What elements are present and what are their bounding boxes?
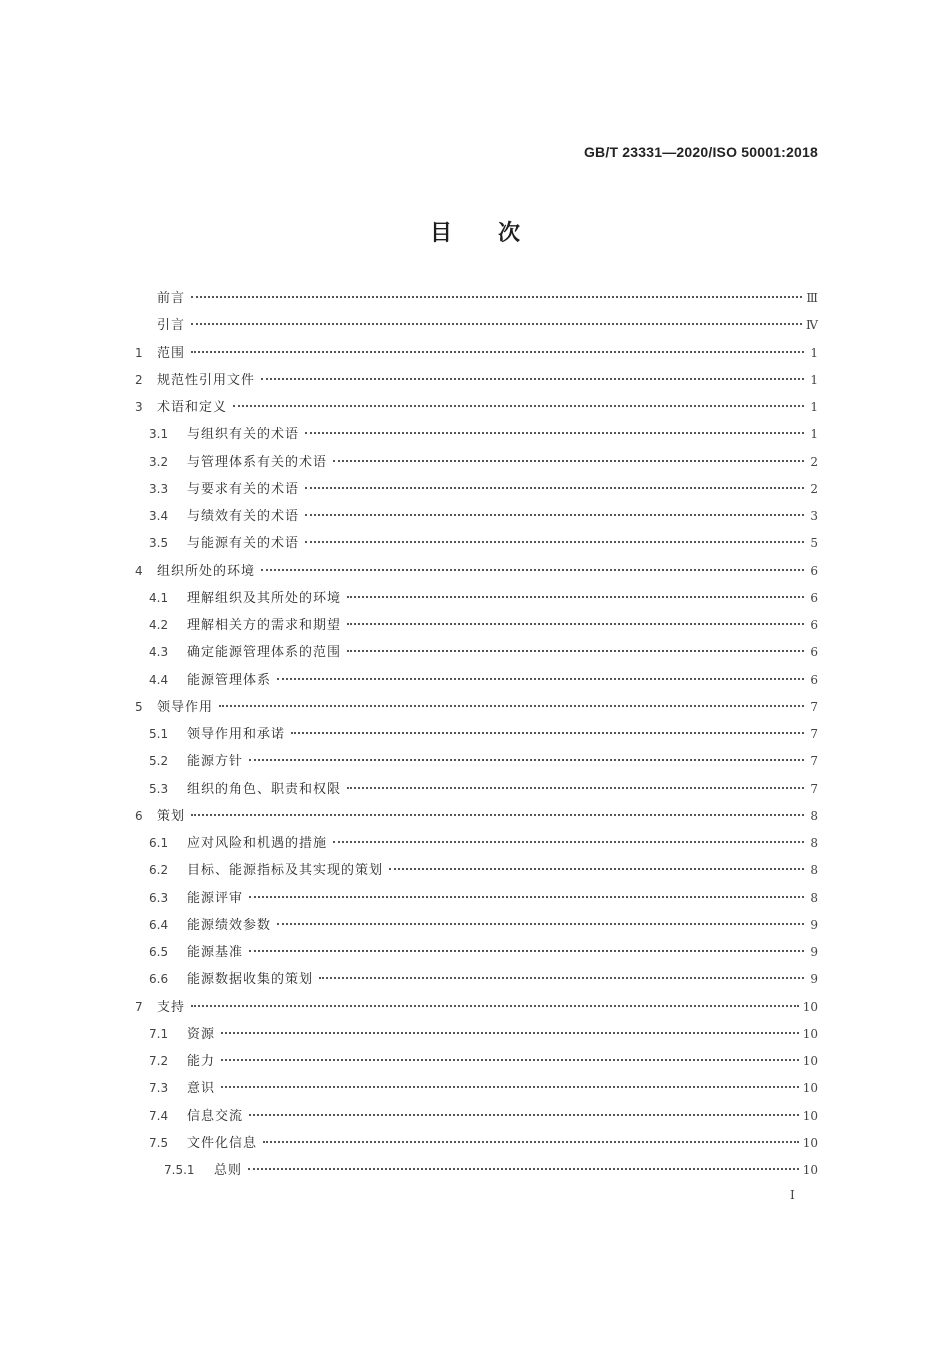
toc-dot-leader bbox=[347, 650, 804, 652]
standard-code: GB/T 23331—2020/ISO 50001:2018 bbox=[583, 144, 818, 160]
toc-entry[interactable] bbox=[135, 859, 818, 886]
toc-entry-label: 领导作用和承诺 bbox=[187, 727, 286, 742]
toc-entry-page: 6 bbox=[810, 672, 818, 687]
toc-entry[interactable] bbox=[135, 914, 818, 941]
toc-entry-page: 1 bbox=[810, 400, 818, 414]
toc-entry[interactable] bbox=[135, 560, 818, 587]
toc-dot-leader bbox=[249, 950, 804, 952]
toc-entry-number: 6.2 bbox=[149, 863, 169, 878]
toc-entry-label: 术语和定义 bbox=[157, 400, 228, 415]
toc-entry[interactable] bbox=[135, 832, 818, 859]
toc-entry[interactable] bbox=[135, 1077, 818, 1104]
toc-entry-number: 7.3 bbox=[149, 1081, 169, 1096]
toc-entry-label: 组织所处的环境 bbox=[157, 563, 256, 579]
toc-entry-page: 9 bbox=[810, 917, 818, 932]
toc-entry-number: 5 bbox=[135, 699, 143, 714]
table-of-contents bbox=[135, 287, 818, 1186]
toc-entry[interactable] bbox=[135, 505, 818, 532]
toc-entry-label: 领导作用 bbox=[157, 699, 214, 715]
toc-entry-page: 6 bbox=[810, 590, 818, 605]
toc-entry-page: 8 bbox=[810, 836, 818, 850]
toc-entry-page: 7 bbox=[810, 727, 818, 741]
toc-entry-label: 能源数据收集的策划 bbox=[187, 972, 314, 988]
toc-entry-page: 1 bbox=[810, 345, 818, 360]
toc-entry-number: 4.4 bbox=[149, 672, 169, 687]
toc-entry-number: 6.6 bbox=[149, 972, 169, 987]
toc-dot-leader bbox=[277, 678, 804, 680]
toc-entry-label: 资源 bbox=[187, 1026, 216, 1042]
toc-entry-page: 1 bbox=[810, 427, 818, 442]
toc-entry[interactable] bbox=[135, 778, 818, 805]
toc-entry-number: 5.2 bbox=[149, 754, 169, 769]
toc-entry-label: 与能源有关的术语 bbox=[187, 536, 300, 552]
toc-entry-number: 6 bbox=[135, 808, 143, 823]
toc-entry[interactable] bbox=[135, 1159, 818, 1186]
toc-entry[interactable] bbox=[135, 478, 818, 505]
toc-entry-label: 应对风险和机遇的措施 bbox=[187, 836, 328, 851]
toc-entry-number: 1 bbox=[135, 345, 143, 360]
toc-entry-number: 4.2 bbox=[149, 618, 169, 632]
toc-entry[interactable] bbox=[135, 1023, 818, 1050]
toc-entry-label: 理解相关方的需求和期望 bbox=[187, 618, 342, 633]
toc-dot-leader bbox=[219, 705, 804, 707]
toc-entry-page: 10 bbox=[802, 1163, 818, 1177]
toc-entry-page: 6 bbox=[810, 563, 818, 578]
toc-entry[interactable] bbox=[135, 669, 818, 696]
toc-entry[interactable] bbox=[135, 314, 818, 341]
toc-dot-leader bbox=[333, 460, 804, 462]
toc-entry-label: 与组织有关的术语 bbox=[187, 427, 300, 443]
toc-dot-leader bbox=[248, 1168, 799, 1170]
toc-entry-page: 10 bbox=[802, 1026, 818, 1041]
toc-entry-number: 3 bbox=[135, 400, 143, 414]
toc-entry-page: 10 bbox=[802, 999, 818, 1014]
page-title: 目次 bbox=[429, 221, 566, 246]
toc-entry[interactable] bbox=[135, 941, 818, 968]
toc-entry[interactable] bbox=[135, 342, 818, 369]
toc-entry[interactable] bbox=[135, 696, 818, 723]
toc-entry-number: 4 bbox=[135, 563, 143, 578]
toc-entry-label: 文件化信息 bbox=[187, 1135, 258, 1151]
toc-dot-leader bbox=[191, 814, 804, 816]
toc-dot-leader bbox=[221, 1032, 799, 1034]
toc-entry-page: 10 bbox=[802, 1108, 818, 1123]
toc-entry-page: 7 bbox=[810, 754, 818, 769]
toc-dot-leader bbox=[233, 405, 804, 407]
toc-entry-label: 能源绩效参数 bbox=[187, 917, 272, 933]
toc-entry-page: 10 bbox=[802, 1054, 818, 1068]
toc-entry-page: 10 bbox=[802, 1081, 818, 1096]
toc-entry-label: 与要求有关的术语 bbox=[187, 481, 300, 497]
toc-entry[interactable] bbox=[135, 641, 818, 668]
toc-dot-leader bbox=[347, 623, 804, 625]
toc-entry-label: 能源管理体系 bbox=[187, 672, 272, 688]
toc-entry-number: 3.3 bbox=[149, 481, 169, 496]
toc-entry-number: 7.5.1 bbox=[164, 1163, 195, 1177]
toc-dot-leader bbox=[261, 569, 804, 571]
toc-entry-page: 5 bbox=[810, 536, 818, 551]
toc-dot-leader bbox=[305, 487, 804, 489]
toc-entry-number: 4.1 bbox=[149, 590, 169, 605]
toc-entry-label: 意识 bbox=[187, 1081, 216, 1097]
toc-entry-page: 9 bbox=[810, 945, 818, 959]
toc-dot-leader bbox=[191, 1005, 799, 1007]
toc-entry-page: 6 bbox=[810, 618, 818, 632]
toc-entry-label: 能源方针 bbox=[187, 754, 244, 770]
toc-entry-number: 5.1 bbox=[149, 727, 169, 741]
toc-entry[interactable] bbox=[135, 423, 818, 450]
toc-entry[interactable] bbox=[135, 1105, 818, 1132]
toc-entry-page: 8 bbox=[810, 863, 818, 878]
toc-entry-label: 前言 bbox=[157, 291, 186, 306]
toc-entry-number: 7.2 bbox=[149, 1054, 169, 1068]
toc-entry-number: 3.2 bbox=[149, 454, 169, 469]
toc-entry-page: 2 bbox=[810, 454, 818, 469]
toc-entry-page: Ⅲ bbox=[806, 291, 818, 305]
toc-dot-leader bbox=[305, 541, 804, 543]
toc-entry[interactable] bbox=[135, 532, 818, 559]
toc-entry[interactable] bbox=[135, 614, 818, 641]
toc-entry-number: 5.3 bbox=[149, 781, 169, 796]
toc-entry-page: Ⅳ bbox=[806, 318, 818, 333]
toc-entry-number: 3.5 bbox=[149, 536, 169, 551]
toc-entry-label: 信息交流 bbox=[187, 1108, 244, 1124]
toc-entry-label: 理解组织及其所处的环境 bbox=[187, 590, 342, 606]
toc-dot-leader bbox=[191, 323, 802, 325]
toc-dot-leader bbox=[249, 896, 804, 898]
toc-entry-number: 6.4 bbox=[149, 917, 169, 932]
toc-entry-label: 组织的角色、职责和权限 bbox=[187, 781, 342, 797]
toc-entry-label: 与管理体系有关的术语 bbox=[187, 454, 328, 470]
toc-entry-number: 3.1 bbox=[149, 427, 169, 442]
toc-entry-page: 6 bbox=[810, 645, 818, 660]
toc-entry-number: 2 bbox=[135, 372, 143, 387]
toc-entry-label: 范围 bbox=[157, 345, 186, 361]
toc-entry-page: 3 bbox=[810, 509, 818, 523]
toc-dot-leader bbox=[347, 596, 804, 598]
toc-entry[interactable] bbox=[135, 396, 818, 423]
toc-entry-page: 7 bbox=[810, 699, 818, 714]
toc-entry-number: 7 bbox=[135, 999, 143, 1014]
toc-entry-number: 6.5 bbox=[149, 945, 169, 959]
toc-entry-label: 与绩效有关的术语 bbox=[187, 509, 300, 524]
toc-entry-page: 9 bbox=[810, 972, 818, 987]
toc-entry[interactable] bbox=[135, 587, 818, 614]
toc-dot-leader bbox=[305, 432, 804, 434]
toc-entry[interactable] bbox=[135, 996, 818, 1023]
toc-dot-leader bbox=[221, 1086, 799, 1088]
toc-entry-label: 引言 bbox=[157, 318, 186, 334]
toc-dot-leader bbox=[277, 923, 804, 925]
toc-dot-leader bbox=[263, 1141, 799, 1143]
toc-entry-label: 规范性引用文件 bbox=[157, 372, 256, 388]
toc-entry-page: 2 bbox=[810, 481, 818, 496]
toc-entry-number: 7.5 bbox=[149, 1135, 169, 1150]
toc-entry-page: 8 bbox=[810, 890, 818, 905]
toc-entry-page: 10 bbox=[802, 1135, 818, 1150]
toc-entry-page: 7 bbox=[810, 781, 818, 796]
toc-dot-leader bbox=[261, 378, 804, 380]
toc-entry-number: 6.3 bbox=[149, 890, 169, 905]
toc-dot-leader bbox=[221, 1059, 799, 1061]
toc-entry[interactable] bbox=[135, 805, 818, 832]
toc-entry[interactable] bbox=[135, 369, 818, 396]
toc-entry-label: 总则 bbox=[214, 1163, 243, 1178]
toc-entry[interactable] bbox=[135, 887, 818, 914]
toc-dot-leader bbox=[347, 787, 804, 789]
toc-dot-leader bbox=[389, 868, 804, 870]
toc-entry-label: 支持 bbox=[157, 999, 186, 1015]
toc-entry-number: 3.4 bbox=[149, 509, 169, 523]
toc-entry[interactable] bbox=[135, 451, 818, 478]
toc-entry-page: 8 bbox=[810, 808, 818, 823]
toc-entry-page: 1 bbox=[810, 372, 818, 387]
toc-dot-leader bbox=[319, 977, 804, 979]
toc-entry[interactable] bbox=[135, 750, 818, 777]
toc-entry-label: 能力 bbox=[187, 1054, 216, 1069]
toc-entry-label: 能源评审 bbox=[187, 890, 244, 906]
toc-dot-leader bbox=[249, 1114, 799, 1116]
toc-entry-label: 能源基准 bbox=[187, 945, 244, 960]
toc-entry[interactable] bbox=[135, 968, 818, 995]
toc-dot-leader bbox=[191, 296, 802, 298]
toc-entry[interactable] bbox=[135, 723, 818, 750]
toc-dot-leader bbox=[333, 841, 804, 843]
toc-dot-leader bbox=[291, 732, 804, 734]
toc-entry[interactable] bbox=[135, 287, 818, 314]
toc-entry[interactable] bbox=[135, 1132, 818, 1159]
page-number: I bbox=[790, 1188, 795, 1202]
toc-entry-label: 确定能源管理体系的范围 bbox=[187, 645, 342, 661]
toc-entry-number: 7.1 bbox=[149, 1026, 169, 1041]
toc-entry[interactable] bbox=[135, 1050, 818, 1077]
toc-entry-number: 7.4 bbox=[149, 1108, 169, 1123]
toc-entry-number: 6.1 bbox=[149, 836, 169, 850]
toc-dot-leader bbox=[249, 759, 804, 761]
toc-dot-leader bbox=[191, 351, 804, 353]
toc-entry-label: 目标、能源指标及其实现的策划 bbox=[187, 863, 384, 879]
toc-entry-number: 4.3 bbox=[149, 645, 169, 660]
toc-entry-label: 策划 bbox=[157, 808, 186, 824]
toc-dot-leader bbox=[305, 514, 804, 516]
